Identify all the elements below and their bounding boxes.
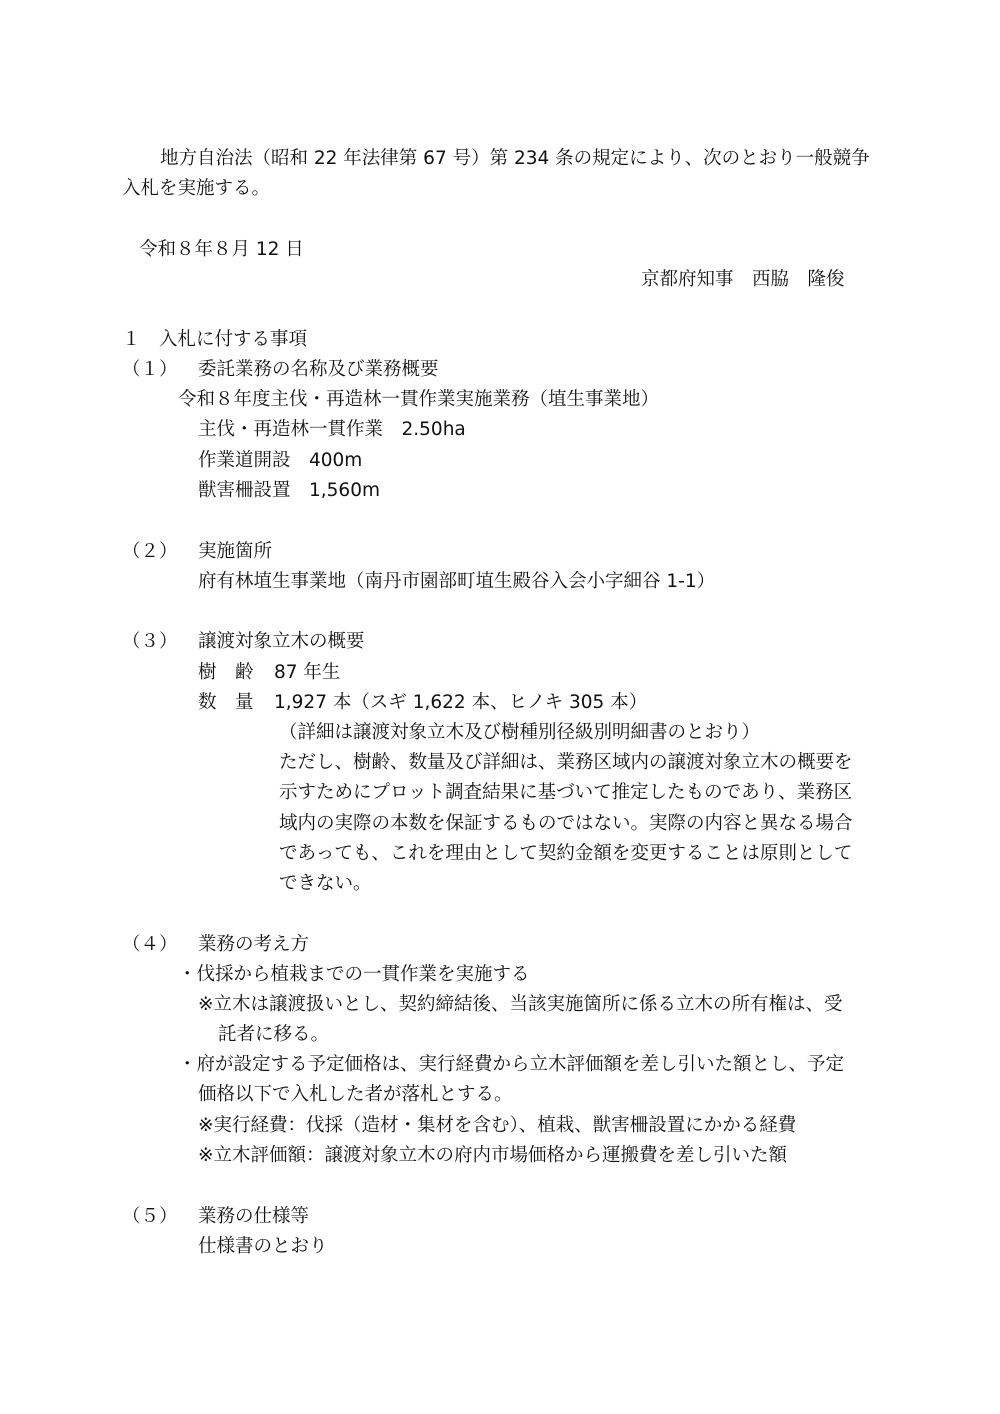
item-4-label: （４） [122,934,178,955]
approach-bullet-1: ・伐採から植栽までの一貫作業を実施する [178,964,530,985]
disclaimer-line-3: 域内の実際の本数を保証するものではない。実際の内容と異なる場合 [279,813,853,834]
disclaimer-line-4: であっても、これを理由として契約金額を変更することは原則として [279,843,853,864]
item-5-label: （５） [122,1206,178,1227]
work-detail-road: 作業道開設 400m [198,450,363,471]
item-2-label: （２） [122,541,178,562]
intro-line-1: 地方自治法（昭和 22 年法律第 67 号）第 234 条の規定により、次のとおり一般競争 [160,148,870,169]
approach-note-cost: ※実行経費：伐採（造材・集材を含む）、植栽、獣害柵設置にかかる経費 [198,1115,797,1136]
approach-bullet-2-line-1: ・府が設定する予定価格は、実行経費から立木評価額を差し引いた額とし、予定 [178,1054,845,1075]
item-1-label: （１） [122,359,178,380]
spec-content: 仕様書のとおり [198,1236,328,1257]
approach-note-1-line-2: 託者に移る。 [218,1024,330,1045]
intro-line-2: 入札を実施する。 [122,178,271,199]
approach-note-1-line-1: ※立木は譲渡扱いとし、契約締結後、当該実施箇所に係る立木の所有権は、受 [198,994,843,1015]
tree-age-value: 87 年生 [274,662,341,683]
work-detail-harvest: 主伐・再造林一貫作業 2.50ha [198,419,466,440]
signer-name: 京都府知事 西脇 隆俊 [641,269,845,290]
item-5-title: 業務の仕様等 [198,1206,310,1227]
section-heading: １ 入札に付する事項 [122,329,308,350]
approach-note-valuation: ※立木評価額：譲渡対象立木の府内市場価格から運搬費を差し引いた額 [198,1145,788,1166]
tree-quantity-value: 1,927 本（スギ 1,622 本、ヒノキ 305 本） [274,692,648,713]
disclaimer-line-2: 示すためにプロット調査結果に基づいて推定したものであり、業務区 [279,782,853,803]
item-3-title: 譲渡対象立木の概要 [198,631,365,652]
approach-bullet-2-line-2: 価格以下で入札した者が落札とする。 [198,1084,513,1105]
project-name: 令和８年度主伐・再造林一貫作業実施業務（埴生事業地） [178,389,660,410]
work-detail-fence: 獣害柵設置 1,560m [198,480,380,501]
item-2-title: 実施箇所 [198,541,273,562]
tree-quantity-label: 数 量 [198,692,254,713]
tree-age-label: 樹 齢 [198,662,254,683]
disclaimer-line-1: ただし、樹齢、数量及び詳細は、業務区域内の譲渡対象立木の概要を [279,752,853,773]
item-4-title: 業務の考え方 [198,934,310,955]
tree-quantity-note: （詳細は譲渡対象立木及び樹種別径級別明細書のとおり） [279,722,761,743]
location-text: 府有林埴生事業地（南丹市園部町埴生殿谷入会小字細谷 1-1） [198,571,716,592]
item-3-label: （３） [122,631,178,652]
item-1-title: 委託業務の名称及び業務概要 [198,359,439,380]
disclaimer-line-5: できない。 [279,873,372,894]
notice-date: 令和８年８月 12 日 [139,239,304,260]
